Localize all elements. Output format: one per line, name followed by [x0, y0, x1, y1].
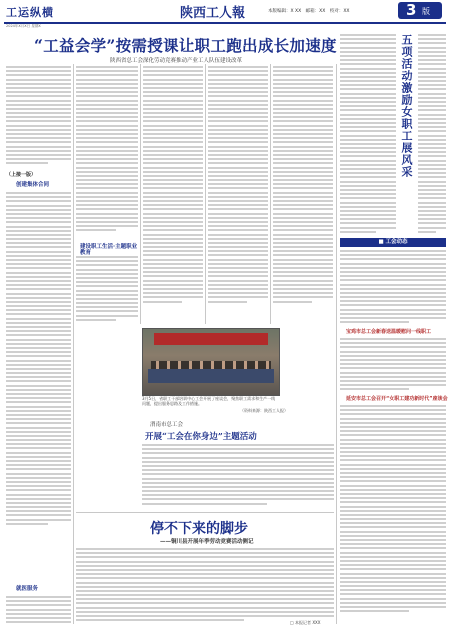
lead-text-block-1: [6, 66, 71, 167]
mid-kicker: 渭南市总工会: [150, 422, 184, 428]
lead-subtitle: 陕西省总工会深化劳动竞赛推动产业工人队伍建设改革: [110, 58, 243, 64]
col-divider: [270, 64, 271, 324]
top-rule-text: 2024年X月X日 星期X: [6, 24, 41, 28]
right-badge: ■ 工会动态: [340, 238, 446, 247]
col-divider: [140, 64, 141, 324]
col3-text: [143, 66, 203, 305]
page-number: 3: [406, 1, 417, 19]
meeting-caption: 3月5日，省职工干部培训中心工会开展了座谈会，聚焦职工需求和生产一线问题，提出服务思路及工作措施。: [142, 396, 276, 406]
right-text-1b: [418, 34, 446, 235]
right-item1-title: 宝鸡市总工会新春送温暖慰问一线职工: [346, 329, 432, 335]
col5-text: [273, 66, 333, 305]
col2-subhead: 建设职工生活·主题职业教育: [80, 244, 138, 256]
photo-table: [148, 369, 273, 384]
col-divider: [73, 64, 74, 624]
section-name: 工运纵横: [6, 6, 54, 19]
col1-text-2: [6, 596, 71, 625]
right-text-1: [340, 34, 396, 235]
col2-text: [76, 66, 138, 234]
page-label: 版: [422, 7, 430, 16]
meeting-photo: [142, 328, 280, 396]
right-item2-title: 延安市总工会召开“女职工建功新时代”座谈会: [346, 396, 448, 402]
mid-text: [142, 444, 334, 507]
newspaper-logo: 陕西工人報: [180, 6, 246, 21]
col1-subhead: 创建集体合同: [16, 182, 50, 188]
photo-banner: [154, 333, 268, 345]
bottom-title: 停不下来的脚步: [150, 521, 248, 537]
col1-text: [6, 192, 71, 527]
page-number-badge: [398, 2, 442, 19]
col-divider: [205, 64, 206, 324]
col-divider: [336, 64, 337, 624]
section-divider: [76, 512, 334, 513]
byline: □ 本报记者 XXX: [290, 620, 321, 625]
bottom-subtitle: ——铜川县开展年季劳动竞赛活动侧记: [160, 539, 254, 545]
right-text-4: [340, 405, 446, 614]
col2-text-2: [76, 256, 138, 323]
masthead-rule: [4, 22, 446, 24]
lead-title: “工益会学”按需授课让职工跑出成长加速度: [34, 36, 337, 55]
right-text-2: [340, 250, 446, 325]
meeting-caption-source: （资料来源：陕西工人报）: [240, 408, 288, 413]
col4-text: [208, 66, 268, 305]
issue-line: 本版编辑：X XX 邮箱：XX 校对：XX: [268, 9, 350, 14]
col1-subhead-2: 就医服务: [16, 586, 39, 592]
masthead: [0, 0, 450, 22]
col1-head: （上接一版）: [6, 172, 37, 178]
bottom-text: [76, 548, 334, 623]
mid-title: 开展“工会在你身边”主题活动: [145, 432, 257, 442]
right-text-3: [340, 338, 446, 392]
right-vertical-title: 五项活动激励女职工展风采: [400, 34, 413, 178]
